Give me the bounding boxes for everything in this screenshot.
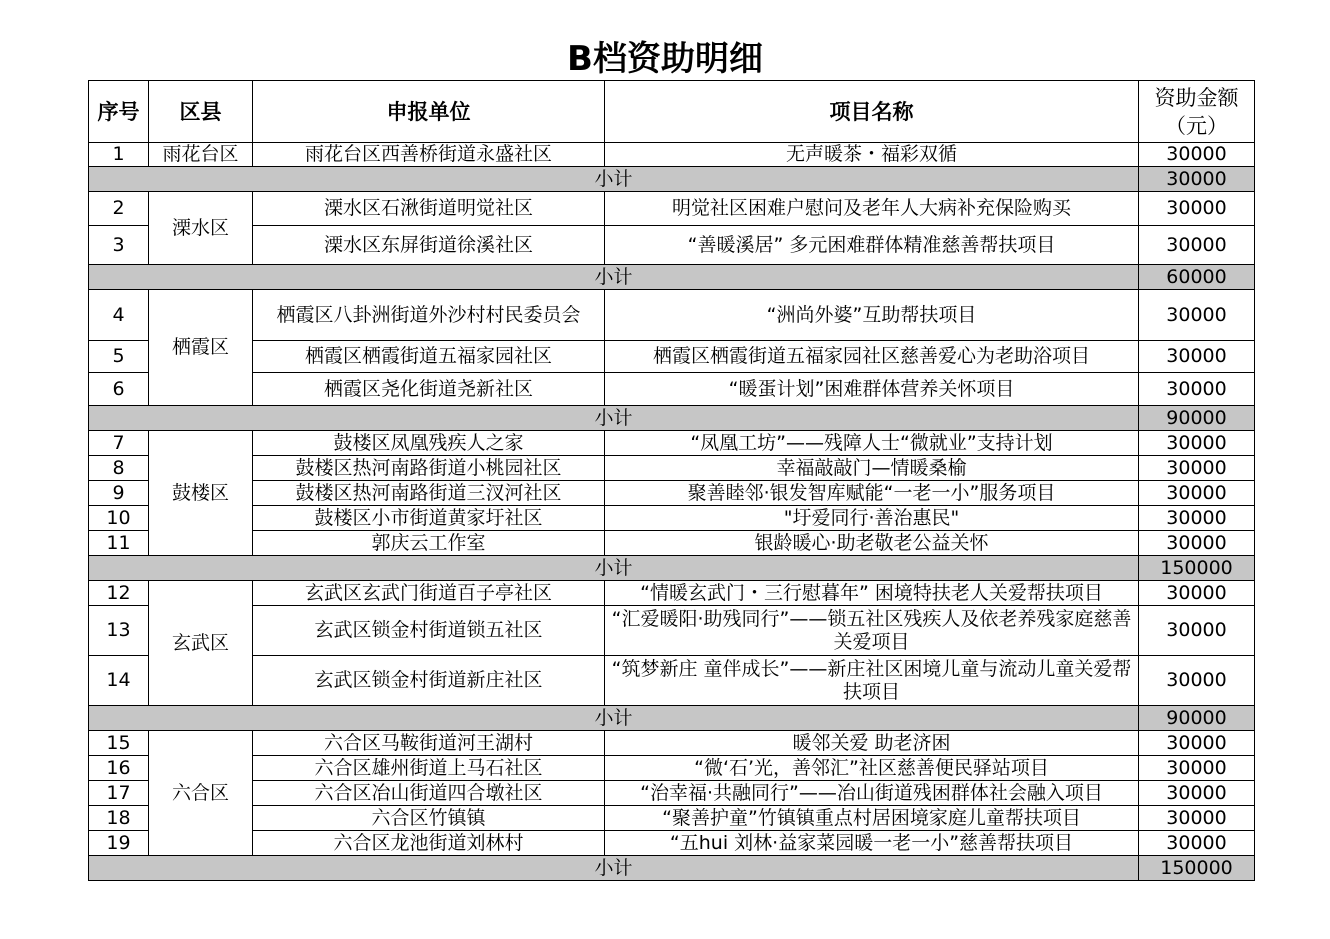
funding-table <box>88 80 1255 881</box>
subtotal-amount: 150000 <box>1139 856 1255 881</box>
cell-project: 幸福敲敲门—情暖桑榆 <box>605 456 1139 481</box>
cell-unit: 雨花台区西善桥街道永盛社区 <box>253 143 605 167</box>
header-seq: 序号 <box>89 81 149 143</box>
table-row <box>89 481 1255 506</box>
cell-unit: 六合区龙池街道刘林村 <box>253 831 605 856</box>
cell-project: “善暖溪居” 多元困难群体精准慈善帮扶项目 <box>605 226 1139 265</box>
cell-seq: 15 <box>89 731 149 756</box>
cell-amount: 30000 <box>1139 656 1255 706</box>
header-project: 项目名称 <box>605 81 1139 143</box>
table-row <box>89 606 1255 656</box>
table-row <box>89 290 1255 341</box>
cell-seq: 12 <box>89 581 149 606</box>
cell-seq: 19 <box>89 831 149 856</box>
cell-amount: 30000 <box>1139 341 1255 373</box>
cell-seq: 4 <box>89 290 149 341</box>
cell-project: 聚善睦邻·银发智库赋能“一老一小”服务项目 <box>605 481 1139 506</box>
cell-amount: 30000 <box>1139 531 1255 556</box>
cell-project: “五hui 刘林·益家菜园暖一老一小”慈善帮扶项目 <box>605 831 1139 856</box>
cell-seq: 7 <box>89 431 149 456</box>
cell-unit: 鼓楼区热河南路街道小桃园社区 <box>253 456 605 481</box>
subtotal-amount: 150000 <box>1139 556 1255 581</box>
subtotal-amount: 60000 <box>1139 265 1255 290</box>
cell-district: 鼓楼区 <box>149 431 253 556</box>
cell-unit: 玄武区锁金村街道锁五社区 <box>253 606 605 656</box>
table-row <box>89 456 1255 481</box>
cell-unit: 六合区雄州街道上马石社区 <box>253 756 605 781</box>
cell-amount: 30000 <box>1139 481 1255 506</box>
cell-project: "圩爱同行·善治惠民" <box>605 506 1139 531</box>
cell-unit: 溧水区东屏街道徐溪社区 <box>253 226 605 265</box>
table-row <box>89 341 1255 373</box>
table-row <box>89 781 1255 806</box>
cell-project: 银龄暖心·助老敬老公益关怀 <box>605 531 1139 556</box>
cell-seq: 3 <box>89 226 149 265</box>
cell-amount: 30000 <box>1139 831 1255 856</box>
subtotal-row <box>89 406 1255 431</box>
subtotal-row <box>89 265 1255 290</box>
table-row <box>89 192 1255 226</box>
cell-amount: 30000 <box>1139 431 1255 456</box>
cell-unit: 栖霞区栖霞街道五福家园社区 <box>253 341 605 373</box>
cell-seq: 2 <box>89 192 149 226</box>
cell-district: 六合区 <box>149 731 253 856</box>
cell-project: “凤凰工坊”——残障人士“微就业”支持计划 <box>605 431 1139 456</box>
cell-amount: 30000 <box>1139 373 1255 406</box>
cell-project: 暖邻关爱 助老济困 <box>605 731 1139 756</box>
cell-seq: 18 <box>89 806 149 831</box>
table-row <box>89 531 1255 556</box>
cell-unit: 郭庆云工作室 <box>253 531 605 556</box>
header-district: 区县 <box>149 81 253 143</box>
cell-unit: 鼓楼区凤凰残疾人之家 <box>253 431 605 456</box>
subtotal-label: 小计 <box>89 556 1139 581</box>
page-title: B档资助明细 <box>567 39 763 79</box>
cell-amount: 30000 <box>1139 806 1255 831</box>
table-row <box>89 431 1255 456</box>
cell-project: “微‘石’光，善邻汇”社区慈善便民驿站项目 <box>605 756 1139 781</box>
cell-district: 玄武区 <box>149 581 253 706</box>
cell-unit: 玄武区锁金村街道新庄社区 <box>253 656 605 706</box>
subtotal-label: 小计 <box>89 167 1139 192</box>
table-row <box>89 226 1255 265</box>
cell-unit: 六合区冶山街道四合墩社区 <box>253 781 605 806</box>
table-row <box>89 581 1255 606</box>
cell-project: “汇爱暖阳·助残同行”——锁五社区残疾人及依老养残家庭慈善关爱项目 <box>605 606 1139 656</box>
table-row <box>89 506 1255 531</box>
cell-amount: 30000 <box>1139 506 1255 531</box>
cell-seq: 14 <box>89 656 149 706</box>
cell-project: “暖蛋计划”困难群体营养关怀项目 <box>605 373 1139 406</box>
subtotal-amount: 90000 <box>1139 406 1255 431</box>
cell-seq: 17 <box>89 781 149 806</box>
subtotal-amount: 30000 <box>1139 167 1255 192</box>
cell-seq: 8 <box>89 456 149 481</box>
cell-amount: 30000 <box>1139 606 1255 656</box>
cell-unit: 六合区竹镇镇 <box>253 806 605 831</box>
cell-amount: 30000 <box>1139 143 1255 167</box>
cell-project: “情暖玄武门・三行慰暮年” 困境特扶老人关爱帮扶项目 <box>605 581 1139 606</box>
cell-seq: 9 <box>89 481 149 506</box>
cell-seq: 1 <box>89 143 149 167</box>
cell-amount: 30000 <box>1139 581 1255 606</box>
cell-amount: 30000 <box>1139 192 1255 226</box>
cell-amount: 30000 <box>1139 290 1255 341</box>
cell-unit: 鼓楼区热河南路街道三汊河社区 <box>253 481 605 506</box>
cell-project: 栖霞区栖霞街道五福家园社区慈善爱心为老助浴项目 <box>605 341 1139 373</box>
table-row <box>89 656 1255 706</box>
cell-seq: 10 <box>89 506 149 531</box>
cell-district: 栖霞区 <box>149 290 253 406</box>
cell-unit: 栖霞区尧化街道尧新社区 <box>253 373 605 406</box>
subtotal-label: 小计 <box>89 265 1139 290</box>
table-row <box>89 143 1255 167</box>
cell-unit: 溧水区石湫街道明觉社区 <box>253 192 605 226</box>
subtotal-label: 小计 <box>89 406 1139 431</box>
subtotal-label: 小计 <box>89 856 1139 881</box>
header-unit: 申报单位 <box>253 81 605 143</box>
header-amount: 资助金额（元） <box>1139 81 1255 143</box>
cell-project: “聚善护童”竹镇镇重点村居困境家庭儿童帮扶项目 <box>605 806 1139 831</box>
cell-project: 明觉社区困难户慰问及老年人大病补充保险购买 <box>605 192 1139 226</box>
cell-project: 无声暖茶・福彩双循 <box>605 143 1139 167</box>
cell-seq: 5 <box>89 341 149 373</box>
cell-district: 雨花台区 <box>149 143 253 167</box>
cell-unit: 六合区马鞍街道河王湖村 <box>253 731 605 756</box>
cell-amount: 30000 <box>1139 756 1255 781</box>
cell-project: “治幸福·共融同行”——冶山街道残困群体社会融入项目 <box>605 781 1139 806</box>
cell-seq: 16 <box>89 756 149 781</box>
cell-unit: 鼓楼区小市街道黄家圩社区 <box>253 506 605 531</box>
table-body <box>89 143 1255 881</box>
cell-seq: 13 <box>89 606 149 656</box>
cell-unit: 栖霞区八卦洲街道外沙村村民委员会 <box>253 290 605 341</box>
header-row <box>89 81 1255 143</box>
cell-seq: 6 <box>89 373 149 406</box>
cell-project: “洲尚外婆”互助帮扶项目 <box>605 290 1139 341</box>
cell-amount: 30000 <box>1139 226 1255 265</box>
subtotal-label: 小计 <box>89 706 1139 731</box>
cell-seq: 11 <box>89 531 149 556</box>
table-row <box>89 831 1255 856</box>
subtotal-amount: 90000 <box>1139 706 1255 731</box>
cell-project: “筑梦新庄 童伴成长”——新庄社区困境儿童与流动儿童关爱帮扶项目 <box>605 656 1139 706</box>
cell-amount: 30000 <box>1139 731 1255 756</box>
subtotal-row <box>89 167 1255 192</box>
subtotal-row <box>89 556 1255 581</box>
cell-unit: 玄武区玄武门街道百子亭社区 <box>253 581 605 606</box>
subtotal-row <box>89 706 1255 731</box>
cell-amount: 30000 <box>1139 456 1255 481</box>
table-row <box>89 373 1255 406</box>
cell-district: 溧水区 <box>149 192 253 265</box>
cell-amount: 30000 <box>1139 781 1255 806</box>
subtotal-row <box>89 856 1255 881</box>
table-row <box>89 756 1255 781</box>
table-row <box>89 731 1255 756</box>
table-row <box>89 806 1255 831</box>
